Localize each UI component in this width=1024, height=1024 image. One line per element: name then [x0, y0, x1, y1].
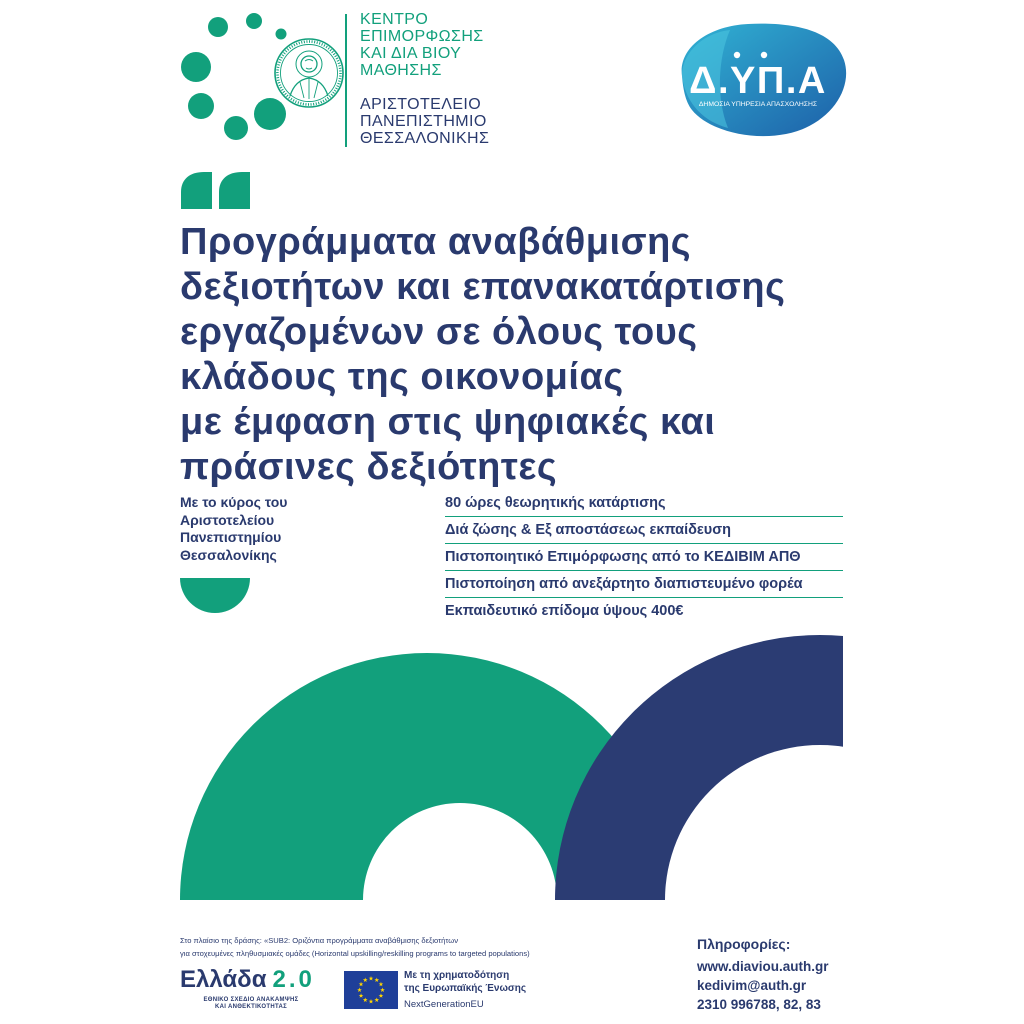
- action-note: [180, 935, 530, 960]
- center-name-line: ΚΕΝΤΡΟ: [360, 11, 429, 28]
- eu-funding-text: [404, 970, 526, 1011]
- prestige-text: [180, 494, 287, 564]
- page-title: [180, 220, 785, 490]
- contact-label: Πληροφορίες:: [697, 936, 791, 952]
- feature-item: Διά ζώσης & Εξ αποστάσεως εκπαίδευση: [445, 517, 843, 544]
- university-name-line: ΑΡΙΣΤΟΤΕΛΕΙΟ: [360, 96, 482, 113]
- greece-2-0-mark: [180, 967, 322, 993]
- title-line: Προγράμματα αναβάθμισης: [180, 221, 692, 263]
- prestige-line: Θεσσαλονίκης: [180, 546, 277, 563]
- arches-graphic: [180, 630, 843, 900]
- logo-dot: [188, 93, 214, 119]
- title-line: πράσινες δεξιότητες: [180, 446, 558, 488]
- title-line: εργαζομένων σε όλους τους: [180, 311, 698, 353]
- features-list: [445, 490, 843, 624]
- title-line: κλάδους της οικονομίας: [180, 356, 624, 398]
- greece-2-0-tagline-line: ΕΘΝΙΚΟ ΣΧΕΔΙΟ ΑΝΑΚΑΜΨΗΣ: [203, 997, 299, 1003]
- person-head-icon: [734, 52, 740, 58]
- logo-dot: [254, 98, 286, 130]
- feature-item: 80 ώρες θεωρητικής κατάρτισης: [445, 490, 843, 517]
- feature-item: Πιστοποίηση από ανεξάρτητο διαπιστευμένο φορέα: [445, 571, 843, 598]
- university-name: [360, 96, 489, 147]
- eu-flag-icon: [344, 971, 398, 1009]
- eu-funding-line: Με τη χρηματοδότηση: [404, 970, 510, 981]
- title-line: με έμφαση στις ψηφιακές και: [180, 401, 716, 443]
- contact-info: [697, 935, 829, 1014]
- prestige-line: Με το κύρος του: [180, 494, 288, 510]
- greece-2-0-logo: [180, 967, 322, 1011]
- action-note-line: για στοχευμένες πληθυσμιακές ομάδες (Horizontal upskilling/reskilling programs to targeted populations): [180, 948, 530, 958]
- university-seal-icon: [275, 39, 343, 107]
- header-divider: [345, 14, 347, 147]
- greece-2-0-tagline: [180, 997, 322, 1011]
- greece-2-0-tagline-line: ΚΑΙ ΑΝΘΕΚΤΙΚΟΤΗΤΑΣ: [214, 1004, 288, 1010]
- person-head-icon: [761, 52, 767, 58]
- university-name-line: ΘΕΣΣΑΛΟΝΙΚΗΣ: [360, 130, 490, 147]
- logo-dot: [276, 29, 287, 40]
- greece-2-0-version: 2.0: [272, 966, 315, 993]
- phone-numbers: 2310 996788, 82, 83: [697, 997, 821, 1012]
- dots-logo-icon: [176, 6, 344, 156]
- half-circle-icon: [180, 578, 250, 614]
- action-note-line: Στο πλαίσιο της δράσης: «SUB2: Οριζόντια προγράμματα αναβάθμισης δεξιοτήτων: [180, 936, 458, 945]
- dypa-logo: [668, 18, 848, 138]
- eu-funding-line: της Ευρωπαϊκής Ένωσης: [404, 982, 527, 994]
- quote-icon: [180, 171, 252, 210]
- email-link[interactable]: kedivim@auth.gr: [697, 978, 807, 993]
- prestige-line: Αριστοτελείου: [180, 511, 275, 528]
- dypa-wordmark: Δ.ΥΠ.Α: [689, 60, 827, 102]
- greece-2-0-name: Ελλάδα: [180, 966, 267, 993]
- center-name-line: ΕΠΙΜΟΡΦΩΣΗΣ: [360, 28, 484, 45]
- center-name-line: ΜΑΘΗΣΗΣ: [360, 62, 442, 79]
- logo-dot: [246, 13, 262, 29]
- feature-item: Πιστοποιητικό Επιμόρφωσης από το ΚΕΔΙΒΙΜ ΑΠΘ: [445, 544, 843, 571]
- website-link[interactable]: www.diaviou.auth.gr: [697, 959, 829, 974]
- title-line: δεξιοτήτων και επανακατάρτισης: [180, 266, 786, 308]
- eu-program-name: NextGenerationEU: [404, 999, 484, 1010]
- logo-dot: [208, 17, 228, 37]
- feature-item: Εκπαιδευτικό επίδομα ύψους 400€: [445, 603, 684, 619]
- logo-dot: [224, 116, 248, 140]
- university-name-line: ΠΑΝΕΠΙΣΤΗΜΙΟ: [360, 113, 487, 130]
- dypa-subtitle: ΔΗΜΟΣΙΑ ΥΠΗΡΕΣΙΑ ΑΠΑΣΧΟΛΗΣΗΣ: [698, 101, 818, 108]
- logo-dot: [181, 52, 211, 82]
- prestige-line: Πανεπιστημίου: [180, 529, 282, 545]
- center-name: [360, 11, 484, 79]
- center-name-line: ΚΑΙ ΔΙΑ ΒΙΟΥ: [360, 45, 462, 62]
